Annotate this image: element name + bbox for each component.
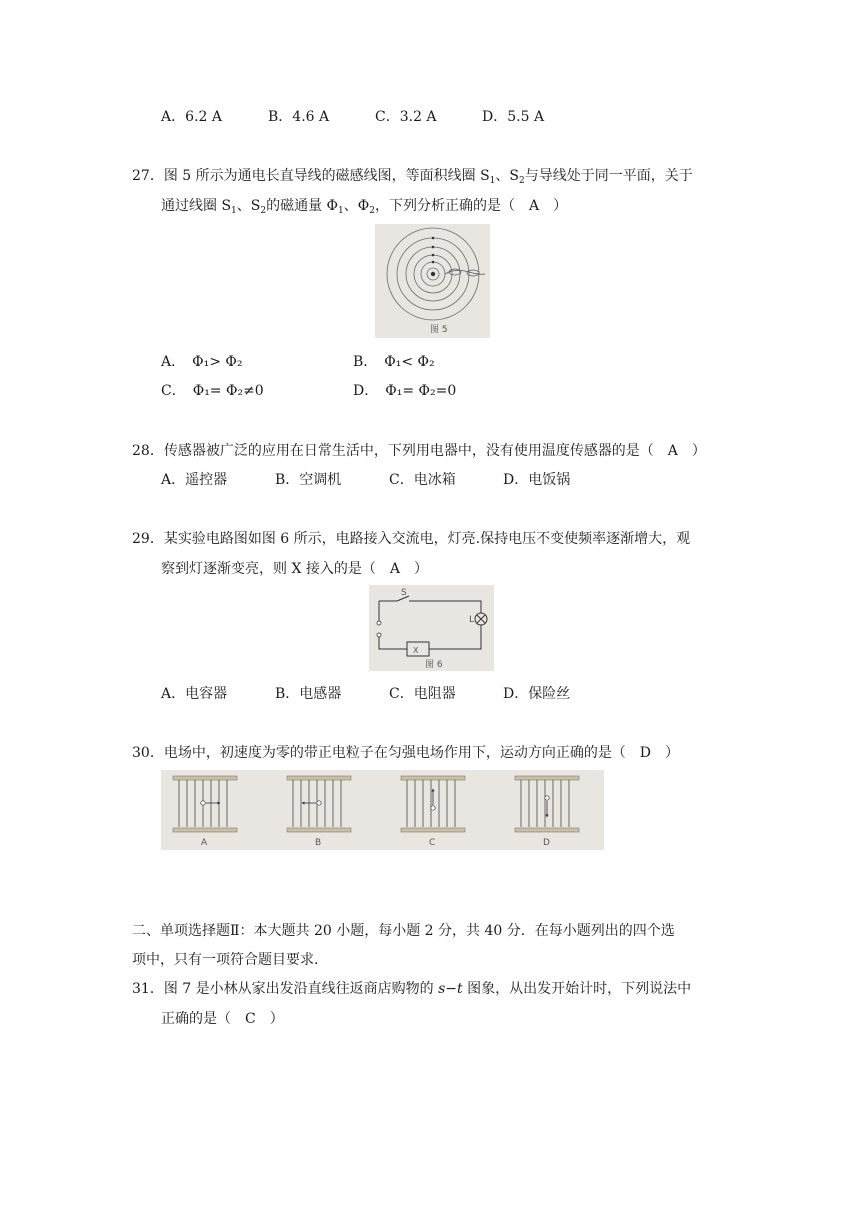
q30-panel-a <box>173 776 237 848</box>
q29-option-c: C．电阻器 <box>389 686 456 702</box>
svg-text:S: S <box>401 588 407 598</box>
q27-option-c: C． Φ₁= Φ₂≠0 <box>161 383 264 399</box>
q30-panel-c-label: C <box>429 838 436 848</box>
q30-panel-d-label: D <box>543 838 550 848</box>
q30-panel-b <box>287 776 351 848</box>
q29-option-d: D．保险丝 <box>503 686 571 702</box>
section-2-heading-line2: 项中，只有一项符合题目要求. <box>132 952 319 968</box>
q28-option-a: A．遥控器 <box>161 472 228 488</box>
figure-6-label: 图 6 <box>425 660 443 670</box>
figure-5-magnetic-field-diagram <box>375 224 490 338</box>
q29-option-a: A．电容器 <box>161 686 228 702</box>
q30-panel-c <box>401 776 465 848</box>
q28-options <box>161 469 570 489</box>
q28-option-d: D．电饭锅 <box>503 472 571 488</box>
q30-panel-b-label: B <box>315 838 322 848</box>
q30-stem: 30．电场中，初速度为零的带正电粒子在匀强电场作用下，运动方向正确的是（ D ） <box>132 745 680 761</box>
q26-option-c: C．3.2 A <box>375 109 437 125</box>
q28-option-c: C．电冰箱 <box>389 472 456 488</box>
q27-option-a: A． Φ₁> Φ₂ <box>161 354 243 370</box>
q30-figure-electric-field-panels <box>161 770 604 850</box>
svg-text:X: X <box>413 646 419 655</box>
q27-option-b: B． Φ₁< Φ₂ <box>353 354 435 370</box>
q27-stem-line1: 27．图 5 所示为通电长直导线的磁感线图，等面积线圈 $S_1$、$S_2$与导线处于同一平面，关于 <box>132 168 693 186</box>
svg-text:L: L <box>469 615 475 625</box>
q26-option-b: B．4.6 A <box>268 109 330 125</box>
q29-stem-line2: 察到灯逐渐变亮，则 X 接入的是（ A ） <box>161 561 428 577</box>
q26-option-a: A．6.2 A <box>161 109 222 125</box>
q29-options <box>161 683 570 703</box>
q29-option-b: B．电感器 <box>275 686 342 702</box>
q31-stem-line2: 正确的是（ C ） <box>161 1011 284 1027</box>
q31-stem-line1: 31．图 7 是小林从家出发沿直线往返商店购物的 s−t 图象，从出发开始计时，下列说法中 <box>132 981 692 997</box>
figure-5-label: 图 5 <box>430 325 448 335</box>
q26-option-d: D．5.5 A <box>482 109 545 125</box>
figure-6-circuit-diagram <box>369 585 494 671</box>
q30-panel-a-label: A <box>201 838 208 848</box>
q27-option-d: D． Φ₁= Φ₂=0 <box>353 383 457 399</box>
q26-options <box>161 106 544 126</box>
q27-stem-line2: 通过线圈 $S_1$、$S_2$的磁通量 $\Phi_1$、$\Phi_2$，下列分析正确的是（ A ） <box>161 198 568 216</box>
q30-panel-d <box>515 776 579 848</box>
section-2-heading-line1: 二、单项选择题Ⅱ：本大题共 20 小题，每小题 2 分，共 40 分．在每小题列出的四个选 <box>132 923 675 939</box>
q28-option-b: B．空调机 <box>275 472 342 488</box>
q28-stem: 28．传感器被广泛的应用在日常生活中，下列用电器中，没有使用温度传感器的是（ A ） <box>132 443 706 459</box>
q29-stem-line1: 29．某实验电路图如图 6 所示，电路接入交流电，灯亮.保持电压不变使频率逐渐增大，观 <box>132 531 691 547</box>
